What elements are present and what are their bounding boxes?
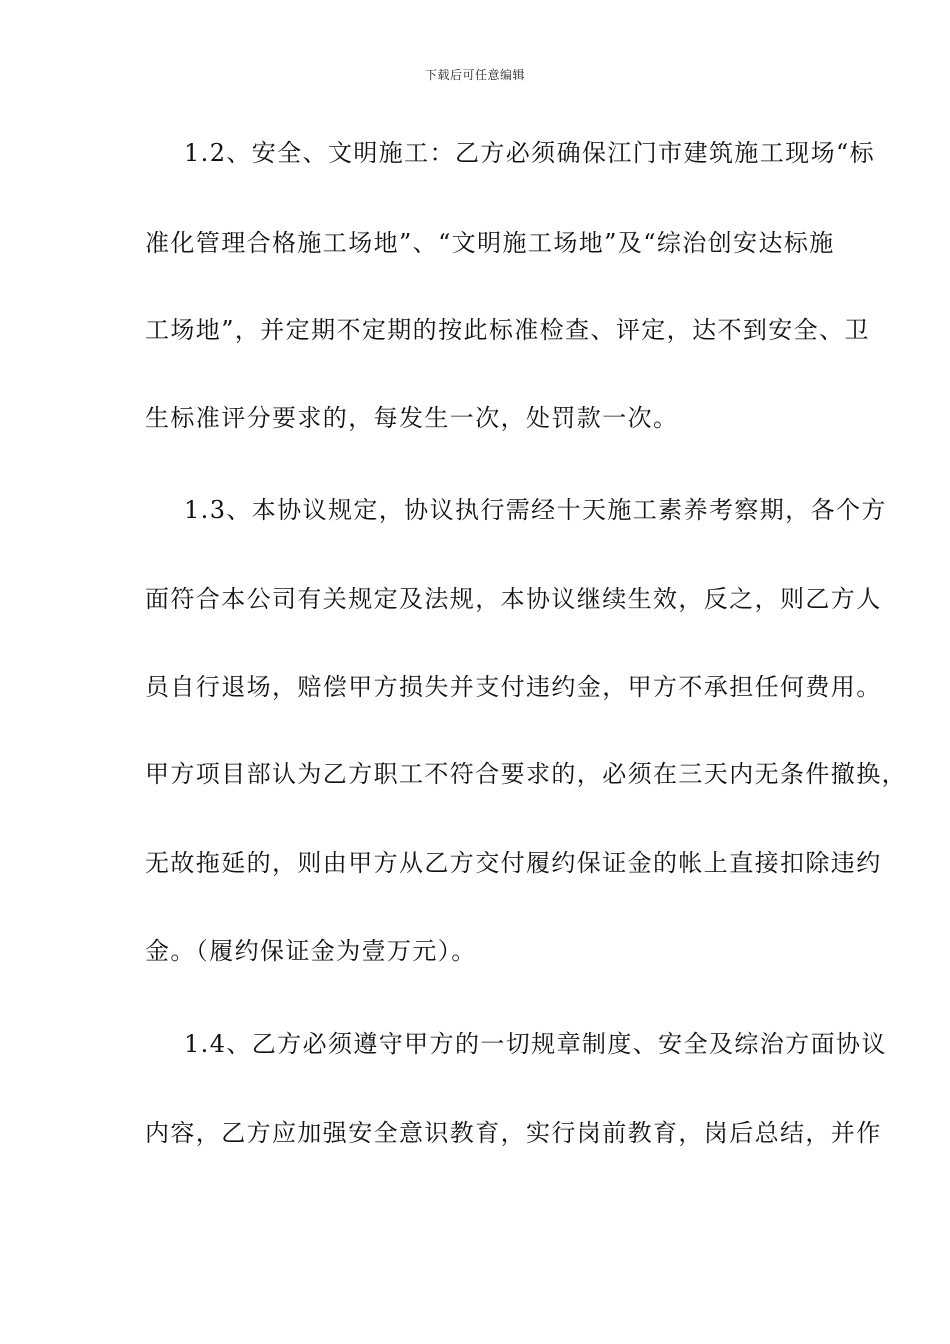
paragraph-1-2-line-1: 1.2、安全、文明施工：乙方必须确保江门市建筑施工现场“标 bbox=[184, 139, 876, 167]
paragraph-1-4-line-2: 内容，乙方应加强安全意识教育，实行岗前教育，岗后总结，并作 bbox=[145, 1119, 882, 1147]
paragraph-1-4-line-1: 1.4、乙方必须遵守甲方的一切规章制度、安全及综治方面协议 bbox=[184, 1030, 887, 1058]
paragraph-1-3-line-1: 1.3、本协议规定，协议执行需经十天施工素养考察期，各个方 bbox=[184, 496, 887, 524]
paragraph-1-3-line-4: 甲方项目部认为乙方职工不符合要求的，必须在三天内无条件撤换， bbox=[145, 760, 907, 788]
paragraph-1-2-line-3: 工场地”，并定期不定期的按此标准检查、评定，达不到安全、卫 bbox=[145, 316, 870, 344]
paragraph-1-3-line-3: 员自行退场，赔偿甲方损失并支付违约金，甲方不承担任何费用。 bbox=[145, 673, 882, 701]
paragraph-1-3-line-6: 金。（履约保证金为壹万元）。 bbox=[145, 937, 477, 965]
paragraph-1-3-line-2: 面符合本公司有关规定及法规，本协议继续生效，反之，则乙方人 bbox=[145, 585, 882, 613]
paragraph-1-2-line-2: 准化管理合格施工场地”、“文明施工场地”及“综治创安达标施 bbox=[145, 229, 835, 257]
page-header: 下载后可任意编辑 bbox=[424, 68, 525, 82]
paragraph-1-3-line-5: 无故拖延的，则由甲方从乙方交付履约保证金的帐上直接扣除违约 bbox=[145, 849, 882, 877]
paragraph-1-2-line-4: 生标准评分要求的，每发生一次，处罚款一次。 bbox=[145, 404, 679, 432]
